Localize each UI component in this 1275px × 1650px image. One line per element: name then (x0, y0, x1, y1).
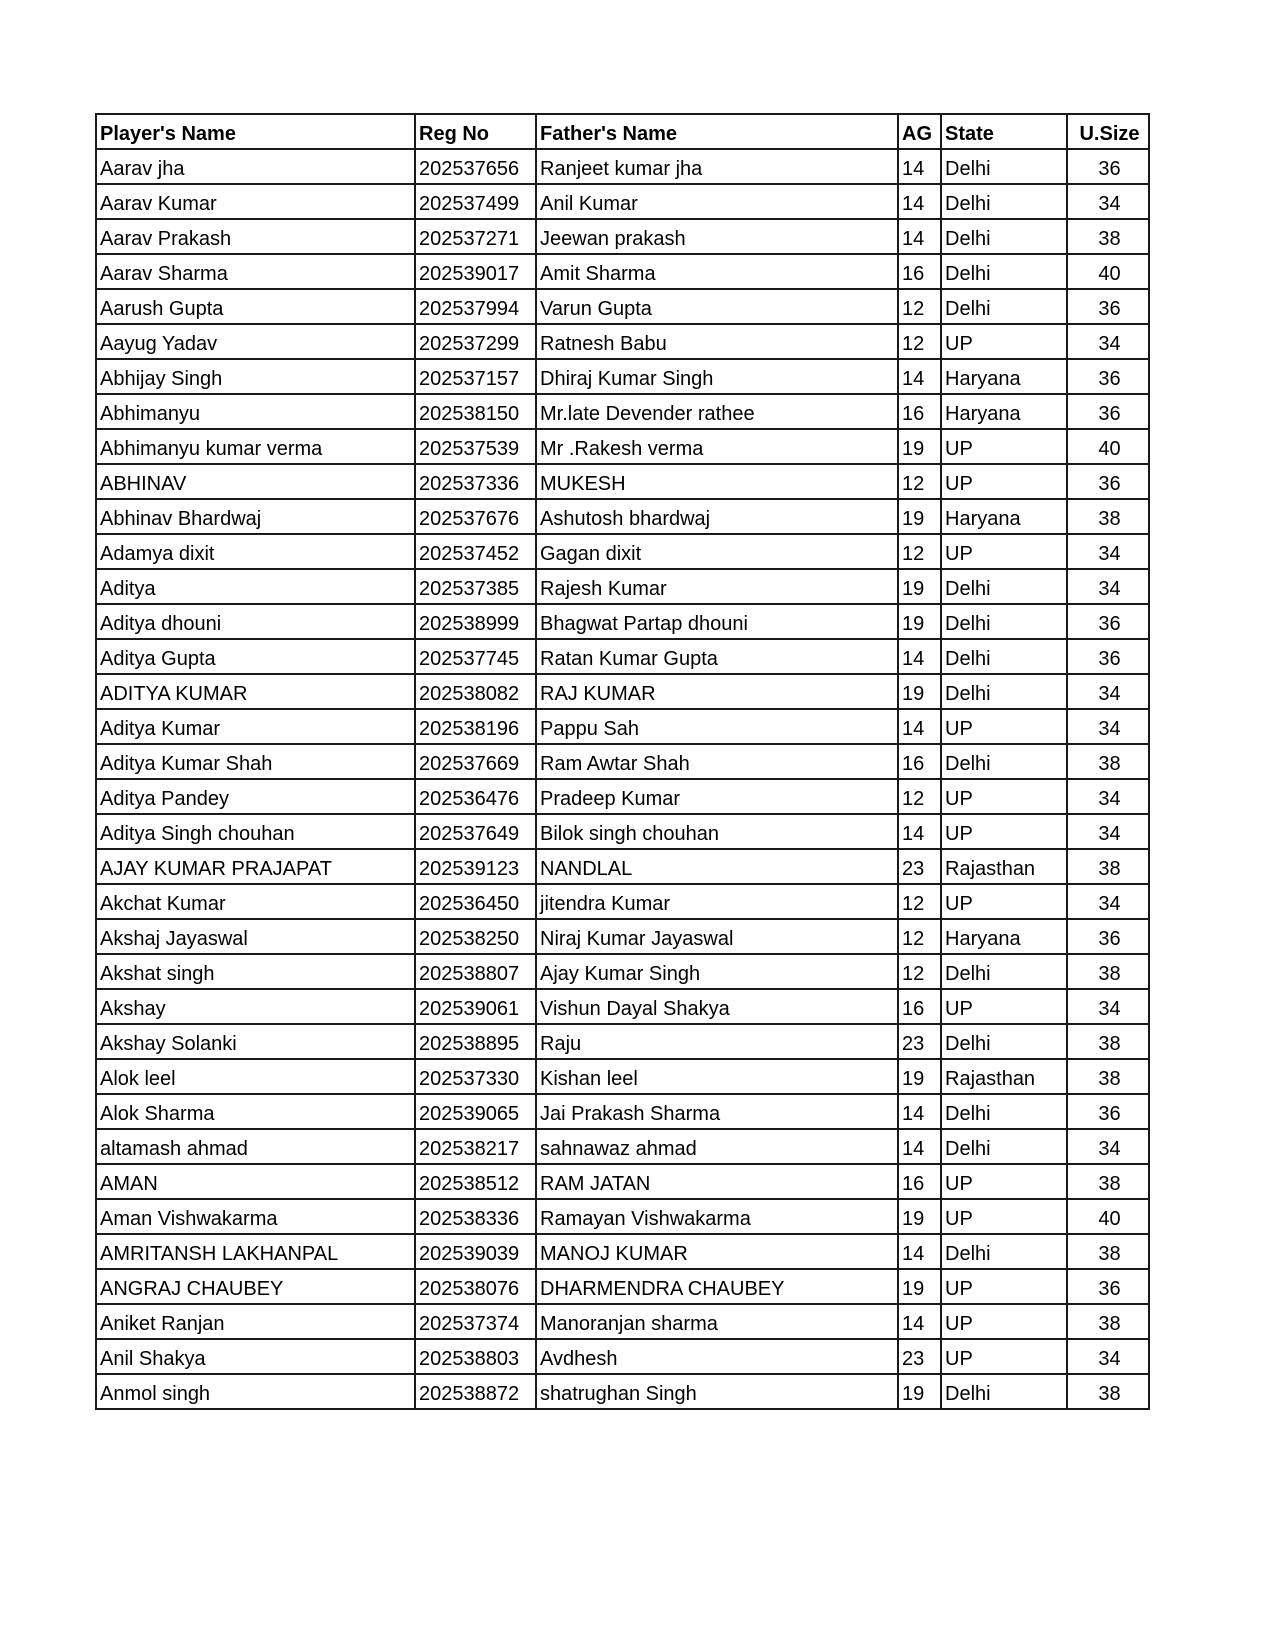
state-cell: Delhi (941, 1094, 1067, 1129)
age-group-cell: 14 (898, 639, 941, 674)
father-name-cell: Varun Gupta (536, 289, 898, 324)
player-name-cell: ANGRAJ CHAUBEY (96, 1269, 415, 1304)
father-name-cell: Niraj Kumar Jayaswal (536, 919, 898, 954)
table-row (96, 604, 1149, 639)
table-row (96, 814, 1149, 849)
father-name-cell: Bilok singh chouhan (536, 814, 898, 849)
father-name-cell: Ashutosh bhardwaj (536, 499, 898, 534)
player-name-cell: Anmol singh (96, 1374, 415, 1409)
state-cell: UP (941, 989, 1067, 1024)
age-group-cell: 14 (898, 814, 941, 849)
father-name-cell: DHARMENDRA CHAUBEY (536, 1269, 898, 1304)
state-cell: UP (941, 324, 1067, 359)
state-cell: Haryana (941, 359, 1067, 394)
player-name-cell: Aman Vishwakarma (96, 1199, 415, 1234)
uniform-size-cell: 38 (1067, 954, 1149, 989)
uniform-size-cell: 36 (1067, 464, 1149, 499)
player-name-cell: Akshat singh (96, 954, 415, 989)
table-row (96, 569, 1149, 604)
father-name-cell: Anil Kumar (536, 184, 898, 219)
uniform-size-cell: 36 (1067, 394, 1149, 429)
state-cell: Delhi (941, 184, 1067, 219)
state-cell: Delhi (941, 1374, 1067, 1409)
reg-no-cell: 202538336 (415, 1199, 536, 1234)
table-row (96, 919, 1149, 954)
table-row (96, 674, 1149, 709)
age-group-cell: 19 (898, 674, 941, 709)
header-reg-no: Reg No (415, 114, 536, 149)
father-name-cell: Ramayan Vishwakarma (536, 1199, 898, 1234)
table-row (96, 989, 1149, 1024)
header-father-name: Father's Name (536, 114, 898, 149)
header-player-name: Player's Name (96, 114, 415, 149)
state-cell: UP (941, 464, 1067, 499)
uniform-size-cell: 34 (1067, 569, 1149, 604)
player-name-cell: Aarav jha (96, 149, 415, 184)
uniform-size-cell: 38 (1067, 1304, 1149, 1339)
reg-no-cell: 202538807 (415, 954, 536, 989)
uniform-size-cell: 38 (1067, 1059, 1149, 1094)
table-row (96, 1339, 1149, 1374)
player-name-cell: Anil Shakya (96, 1339, 415, 1374)
uniform-size-cell: 36 (1067, 1094, 1149, 1129)
age-group-cell: 12 (898, 289, 941, 324)
uniform-size-cell: 36 (1067, 919, 1149, 954)
age-group-cell: 16 (898, 989, 941, 1024)
reg-no-cell: 202537649 (415, 814, 536, 849)
age-group-cell: 12 (898, 779, 941, 814)
uniform-size-cell: 36 (1067, 604, 1149, 639)
player-name-cell: AJAY KUMAR PRAJAPAT (96, 849, 415, 884)
state-cell: Delhi (941, 604, 1067, 639)
uniform-size-cell: 34 (1067, 184, 1149, 219)
player-name-cell: Aarav Prakash (96, 219, 415, 254)
player-name-cell: Akchat Kumar (96, 884, 415, 919)
table-row (96, 779, 1149, 814)
father-name-cell: Bhagwat Partap dhouni (536, 604, 898, 639)
age-group-cell: 12 (898, 884, 941, 919)
age-group-cell: 14 (898, 1304, 941, 1339)
state-cell: Delhi (941, 219, 1067, 254)
table-row (96, 254, 1149, 289)
reg-no-cell: 202539065 (415, 1094, 536, 1129)
state-cell: Rajasthan (941, 849, 1067, 884)
father-name-cell: Raju (536, 1024, 898, 1059)
table-row (96, 1059, 1149, 1094)
player-name-cell: Abhijay Singh (96, 359, 415, 394)
state-cell: Rajasthan (941, 1059, 1067, 1094)
reg-no-cell: 202538217 (415, 1129, 536, 1164)
father-name-cell: NANDLAL (536, 849, 898, 884)
uniform-size-cell: 38 (1067, 219, 1149, 254)
father-name-cell: MUKESH (536, 464, 898, 499)
uniform-size-cell: 34 (1067, 709, 1149, 744)
age-group-cell: 19 (898, 429, 941, 464)
age-group-cell: 23 (898, 1024, 941, 1059)
uniform-size-cell: 36 (1067, 149, 1149, 184)
table-row (96, 1129, 1149, 1164)
state-cell: Haryana (941, 919, 1067, 954)
uniform-size-cell: 34 (1067, 1339, 1149, 1374)
father-name-cell: MANOJ KUMAR (536, 1234, 898, 1269)
uniform-size-cell: 38 (1067, 499, 1149, 534)
age-group-cell: 19 (898, 604, 941, 639)
header-row (96, 114, 1149, 149)
uniform-size-cell: 38 (1067, 1234, 1149, 1269)
age-group-cell: 14 (898, 1094, 941, 1129)
age-group-cell: 19 (898, 499, 941, 534)
age-group-cell: 14 (898, 149, 941, 184)
table-row (96, 149, 1149, 184)
table-row (96, 884, 1149, 919)
reg-no-cell: 202537452 (415, 534, 536, 569)
reg-no-cell: 202539061 (415, 989, 536, 1024)
player-name-cell: Alok Sharma (96, 1094, 415, 1129)
player-name-cell: ADITYA KUMAR (96, 674, 415, 709)
father-name-cell: Amit Sharma (536, 254, 898, 289)
player-name-cell: Aditya Singh chouhan (96, 814, 415, 849)
age-group-cell: 12 (898, 534, 941, 569)
player-name-cell: Aditya Kumar (96, 709, 415, 744)
state-cell: UP (941, 1269, 1067, 1304)
uniform-size-cell: 34 (1067, 534, 1149, 569)
age-group-cell: 23 (898, 1339, 941, 1374)
reg-no-cell: 202538082 (415, 674, 536, 709)
uniform-size-cell: 34 (1067, 1129, 1149, 1164)
age-group-cell: 14 (898, 1234, 941, 1269)
player-name-cell: Adamya dixit (96, 534, 415, 569)
reg-no-cell: 202537271 (415, 219, 536, 254)
father-name-cell: jitendra Kumar (536, 884, 898, 919)
age-group-cell: 19 (898, 1374, 941, 1409)
state-cell: Delhi (941, 954, 1067, 989)
player-name-cell: Aarav Sharma (96, 254, 415, 289)
reg-no-cell: 202537299 (415, 324, 536, 359)
uniform-size-cell: 34 (1067, 814, 1149, 849)
player-name-cell: Aarav Kumar (96, 184, 415, 219)
reg-no-cell: 202539039 (415, 1234, 536, 1269)
age-group-cell: 14 (898, 219, 941, 254)
father-name-cell: Mr.late Devender rathee (536, 394, 898, 429)
state-cell: UP (941, 779, 1067, 814)
table-row (96, 429, 1149, 464)
state-cell: Delhi (941, 674, 1067, 709)
player-name-cell: Aayug Yadav (96, 324, 415, 359)
age-group-cell: 19 (898, 1059, 941, 1094)
table-row (96, 639, 1149, 674)
player-name-cell: Abhimanyu kumar verma (96, 429, 415, 464)
table-row (96, 324, 1149, 359)
reg-no-cell: 202538150 (415, 394, 536, 429)
age-group-cell: 14 (898, 359, 941, 394)
uniform-size-cell: 36 (1067, 289, 1149, 324)
father-name-cell: RAM JATAN (536, 1164, 898, 1199)
father-name-cell: Pradeep Kumar (536, 779, 898, 814)
uniform-size-cell: 34 (1067, 779, 1149, 814)
player-name-cell: Aniket Ranjan (96, 1304, 415, 1339)
table-row (96, 289, 1149, 324)
player-name-cell: ABHINAV (96, 464, 415, 499)
player-name-cell: Aditya Kumar Shah (96, 744, 415, 779)
uniform-size-cell: 36 (1067, 1269, 1149, 1304)
state-cell: UP (941, 1304, 1067, 1339)
reg-no-cell: 202538196 (415, 709, 536, 744)
father-name-cell: Jai Prakash Sharma (536, 1094, 898, 1129)
table-row (96, 534, 1149, 569)
state-cell: UP (941, 709, 1067, 744)
player-name-cell: Aditya Pandey (96, 779, 415, 814)
reg-no-cell: 202538999 (415, 604, 536, 639)
reg-no-cell: 202538895 (415, 1024, 536, 1059)
uniform-size-cell: 36 (1067, 639, 1149, 674)
age-group-cell: 14 (898, 1129, 941, 1164)
state-cell: Delhi (941, 1129, 1067, 1164)
state-cell: Delhi (941, 254, 1067, 289)
table-row (96, 744, 1149, 779)
age-group-cell: 19 (898, 569, 941, 604)
uniform-size-cell: 38 (1067, 1024, 1149, 1059)
father-name-cell: RAJ KUMAR (536, 674, 898, 709)
uniform-size-cell: 40 (1067, 254, 1149, 289)
player-name-cell: Aditya (96, 569, 415, 604)
age-group-cell: 16 (898, 1164, 941, 1199)
age-group-cell: 14 (898, 709, 941, 744)
table-row (96, 954, 1149, 989)
age-group-cell: 19 (898, 1199, 941, 1234)
uniform-size-cell: 40 (1067, 1199, 1149, 1234)
state-cell: Delhi (941, 289, 1067, 324)
reg-no-cell: 202537336 (415, 464, 536, 499)
player-name-cell: Akshay (96, 989, 415, 1024)
player-name-cell: altamash ahmad (96, 1129, 415, 1164)
age-group-cell: 16 (898, 394, 941, 429)
father-name-cell: Gagan dixit (536, 534, 898, 569)
reg-no-cell: 202537994 (415, 289, 536, 324)
father-name-cell: Pappu Sah (536, 709, 898, 744)
state-cell: UP (941, 429, 1067, 464)
age-group-cell: 12 (898, 324, 941, 359)
reg-no-cell: 202539017 (415, 254, 536, 289)
reg-no-cell: 202538803 (415, 1339, 536, 1374)
state-cell: Delhi (941, 1234, 1067, 1269)
father-name-cell: Ram Awtar Shah (536, 744, 898, 779)
reg-no-cell: 202537539 (415, 429, 536, 464)
reg-no-cell: 202537499 (415, 184, 536, 219)
reg-no-cell: 202537330 (415, 1059, 536, 1094)
header-state: State (941, 114, 1067, 149)
age-group-cell: 14 (898, 184, 941, 219)
father-name-cell: Mr .Rakesh verma (536, 429, 898, 464)
age-group-cell: 12 (898, 954, 941, 989)
table-row (96, 499, 1149, 534)
state-cell: Delhi (941, 1024, 1067, 1059)
player-name-cell: Akshay Solanki (96, 1024, 415, 1059)
header-age-group: AG (898, 114, 941, 149)
player-roster-table (95, 113, 1150, 1410)
state-cell: UP (941, 1339, 1067, 1374)
reg-no-cell: 202537745 (415, 639, 536, 674)
table-row (96, 1269, 1149, 1304)
reg-no-cell: 202538076 (415, 1269, 536, 1304)
table-body (96, 149, 1149, 1409)
father-name-cell: Ajay Kumar Singh (536, 954, 898, 989)
father-name-cell: Manoranjan sharma (536, 1304, 898, 1339)
reg-no-cell: 202537157 (415, 359, 536, 394)
table-row (96, 394, 1149, 429)
uniform-size-cell: 34 (1067, 324, 1149, 359)
player-name-cell: Aditya dhouni (96, 604, 415, 639)
reg-no-cell: 202536450 (415, 884, 536, 919)
uniform-size-cell: 34 (1067, 674, 1149, 709)
table-row (96, 1234, 1149, 1269)
reg-no-cell: 202537656 (415, 149, 536, 184)
uniform-size-cell: 34 (1067, 884, 1149, 919)
father-name-cell: Vishun Dayal Shakya (536, 989, 898, 1024)
table-row (96, 1164, 1149, 1199)
age-group-cell: 23 (898, 849, 941, 884)
table-row (96, 709, 1149, 744)
state-cell: UP (941, 534, 1067, 569)
header-uniform-size: U.Size (1067, 114, 1149, 149)
state-cell: Delhi (941, 639, 1067, 674)
reg-no-cell: 202538872 (415, 1374, 536, 1409)
uniform-size-cell: 34 (1067, 989, 1149, 1024)
age-group-cell: 16 (898, 744, 941, 779)
reg-no-cell: 202536476 (415, 779, 536, 814)
player-name-cell: AMRITANSH LAKHANPAL (96, 1234, 415, 1269)
age-group-cell: 12 (898, 919, 941, 954)
reg-no-cell: 202538250 (415, 919, 536, 954)
table-row (96, 184, 1149, 219)
uniform-size-cell: 36 (1067, 359, 1149, 394)
state-cell: UP (941, 1164, 1067, 1199)
state-cell: Haryana (941, 499, 1067, 534)
player-name-cell: Abhimanyu (96, 394, 415, 429)
state-cell: Delhi (941, 569, 1067, 604)
table-row (96, 1374, 1149, 1409)
state-cell: UP (941, 884, 1067, 919)
state-cell: UP (941, 814, 1067, 849)
player-name-cell: AMAN (96, 1164, 415, 1199)
father-name-cell: Ratan Kumar Gupta (536, 639, 898, 674)
player-name-cell: Abhinav Bhardwaj (96, 499, 415, 534)
father-name-cell: Avdhesh (536, 1339, 898, 1374)
player-name-cell: Aarush Gupta (96, 289, 415, 324)
reg-no-cell: 202537669 (415, 744, 536, 779)
father-name-cell: Jeewan prakash (536, 219, 898, 254)
reg-no-cell: 202538512 (415, 1164, 536, 1199)
reg-no-cell: 202537385 (415, 569, 536, 604)
player-name-cell: Akshaj Jayaswal (96, 919, 415, 954)
father-name-cell: Kishan leel (536, 1059, 898, 1094)
uniform-size-cell: 40 (1067, 429, 1149, 464)
table-row (96, 359, 1149, 394)
reg-no-cell: 202537676 (415, 499, 536, 534)
age-group-cell: 12 (898, 464, 941, 499)
uniform-size-cell: 38 (1067, 1164, 1149, 1199)
age-group-cell: 16 (898, 254, 941, 289)
age-group-cell: 19 (898, 1269, 941, 1304)
father-name-cell: Ranjeet kumar jha (536, 149, 898, 184)
table-row (96, 1024, 1149, 1059)
reg-no-cell: 202537374 (415, 1304, 536, 1339)
state-cell: Delhi (941, 744, 1067, 779)
father-name-cell: Dhiraj Kumar Singh (536, 359, 898, 394)
uniform-size-cell: 38 (1067, 849, 1149, 884)
father-name-cell: sahnawaz ahmad (536, 1129, 898, 1164)
player-name-cell: Alok leel (96, 1059, 415, 1094)
table-row (96, 1199, 1149, 1234)
table-row (96, 1304, 1149, 1339)
state-cell: Delhi (941, 149, 1067, 184)
table-row (96, 1094, 1149, 1129)
uniform-size-cell: 38 (1067, 744, 1149, 779)
state-cell: Haryana (941, 394, 1067, 429)
father-name-cell: shatrughan Singh (536, 1374, 898, 1409)
reg-no-cell: 202539123 (415, 849, 536, 884)
table-row (96, 464, 1149, 499)
state-cell: UP (941, 1199, 1067, 1234)
player-name-cell: Aditya Gupta (96, 639, 415, 674)
table-row (96, 849, 1149, 884)
table-row (96, 219, 1149, 254)
uniform-size-cell: 38 (1067, 1374, 1149, 1409)
father-name-cell: Ratnesh Babu (536, 324, 898, 359)
father-name-cell: Rajesh Kumar (536, 569, 898, 604)
